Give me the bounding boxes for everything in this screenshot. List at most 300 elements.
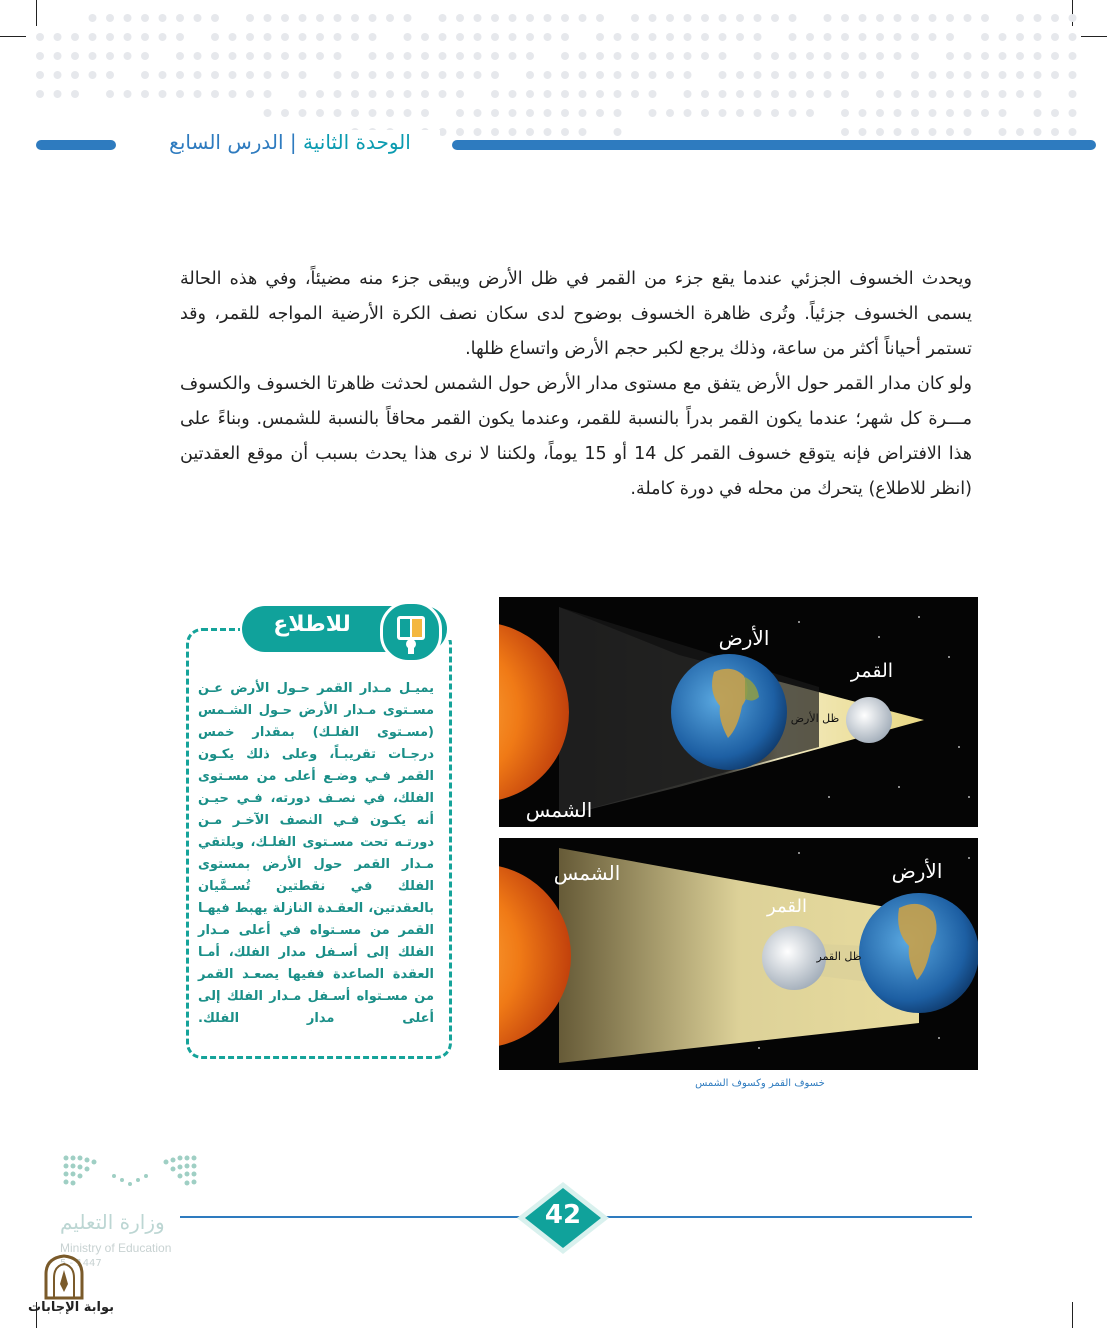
header-dot xyxy=(141,52,149,60)
header-dot xyxy=(894,33,902,41)
header-dot xyxy=(666,52,674,60)
header-dot xyxy=(351,109,359,117)
header-dot xyxy=(386,52,394,60)
header-dot xyxy=(946,90,954,98)
header-dot xyxy=(491,14,499,22)
header-dot xyxy=(964,90,972,98)
header-dot xyxy=(281,33,289,41)
header-dot xyxy=(474,128,482,136)
header-dot xyxy=(386,14,394,22)
header-dot xyxy=(824,71,832,79)
header-dot xyxy=(106,71,114,79)
header-dot xyxy=(561,109,569,117)
header-dot xyxy=(159,71,167,79)
header-dot xyxy=(141,71,149,79)
header-dot xyxy=(946,52,954,60)
header-dot xyxy=(1034,109,1042,117)
header-dot xyxy=(806,52,814,60)
header-dot xyxy=(999,90,1007,98)
header-dot xyxy=(1034,71,1042,79)
header-dot xyxy=(474,14,482,22)
header-dot xyxy=(334,109,342,117)
header-dot xyxy=(299,90,307,98)
header-dot xyxy=(876,14,884,22)
header-dot xyxy=(946,14,954,22)
header-dot xyxy=(281,14,289,22)
header-dot xyxy=(579,52,587,60)
header-dot xyxy=(369,90,377,98)
header-dot xyxy=(211,33,219,41)
header-dot xyxy=(964,52,972,60)
lunar-eclipse-figure xyxy=(499,597,978,827)
header-dot xyxy=(1069,90,1077,98)
header-dot xyxy=(526,90,534,98)
header-dot xyxy=(1051,71,1059,79)
header-dot xyxy=(1016,14,1024,22)
header-dot xyxy=(316,109,324,117)
header-dot xyxy=(649,14,657,22)
header-dot xyxy=(789,14,797,22)
header-dot xyxy=(1051,14,1059,22)
header-dot xyxy=(404,90,412,98)
header-dot xyxy=(369,14,377,22)
header-dot xyxy=(911,52,919,60)
header-dot xyxy=(474,33,482,41)
header-dot xyxy=(1016,33,1024,41)
header-dot xyxy=(999,71,1007,79)
header-dot xyxy=(649,90,657,98)
paragraph-partial-eclipse xyxy=(180,262,972,367)
title-separator: | xyxy=(289,130,297,154)
header-dot xyxy=(824,33,832,41)
header-dot xyxy=(684,109,692,117)
header-dot xyxy=(596,90,604,98)
header-dot xyxy=(999,128,1007,136)
header-dot xyxy=(614,128,622,136)
header-dot xyxy=(211,90,219,98)
header-dot xyxy=(544,109,552,117)
header-dot xyxy=(771,52,779,60)
header-dot xyxy=(141,14,149,22)
header-dot xyxy=(1069,33,1077,41)
header-dot xyxy=(1069,71,1077,79)
header-dot xyxy=(649,33,657,41)
header-dot xyxy=(561,71,569,79)
label-moon: القمر xyxy=(850,660,894,682)
header-dot xyxy=(964,109,972,117)
header-dot xyxy=(509,109,517,117)
moon-shape xyxy=(846,697,892,743)
header-dot xyxy=(159,90,167,98)
paragraph-2-text: ولو كان مدار القمر حول الأرض يتفق مع مستوى مدار الأرض حول الشمس لحدثت ظاهرتا الخسوف والكسوف مـــرة كل شهر؛ عندما يكون القمر بدراً بالنسبة للقمر، وعندما يكون القمر محاقاً بالنسبة للشمس. وبناءً على هذا الافتراض فإنه يتوقع خسوف القمر كل 14 أو 15 يوماً، ولكننا لا نرى هذا يحدث بسبب أن موقع العقدتين (انظر للاطلاع) يتحرك من محله في دورة كاملة. xyxy=(180,374,972,499)
header-dot xyxy=(1069,109,1077,117)
info-box-title: للاطلاع xyxy=(273,612,351,637)
header-dot xyxy=(1016,71,1024,79)
header-dot xyxy=(894,14,902,22)
header-dot xyxy=(894,128,902,136)
header-dot xyxy=(194,90,202,98)
header-dot xyxy=(824,52,832,60)
header-dot xyxy=(631,90,639,98)
header-dot xyxy=(544,33,552,41)
header-dot xyxy=(404,33,412,41)
header-dot xyxy=(841,109,849,117)
header-dot xyxy=(719,71,727,79)
header-dot xyxy=(981,109,989,117)
header-dot xyxy=(579,109,587,117)
ministry-logo-dots xyxy=(62,1154,198,1198)
label-moon-shadow: ظل القمر xyxy=(816,950,862,963)
header-dot xyxy=(631,33,639,41)
header-dot xyxy=(421,52,429,60)
header-dot xyxy=(946,71,954,79)
header-dot xyxy=(701,109,709,117)
header-dot xyxy=(351,90,359,98)
header-dot xyxy=(614,109,622,117)
header-dot xyxy=(806,90,814,98)
header-dot xyxy=(946,128,954,136)
header-dot xyxy=(316,90,324,98)
header-dot xyxy=(281,52,289,60)
header-dot xyxy=(36,33,44,41)
header-dot xyxy=(351,71,359,79)
header-dot xyxy=(631,14,639,22)
lesson-label: الدرس السابع xyxy=(169,130,284,154)
header-dot xyxy=(526,128,534,136)
header-dot xyxy=(981,71,989,79)
header-dot xyxy=(614,71,622,79)
header-dot xyxy=(404,14,412,22)
header-dot xyxy=(1069,14,1077,22)
header-dot xyxy=(701,14,709,22)
header-dot xyxy=(789,52,797,60)
header-dot xyxy=(386,90,394,98)
header-dot xyxy=(929,71,937,79)
header-dot xyxy=(1034,52,1042,60)
header-dot xyxy=(911,14,919,22)
header-dot xyxy=(964,128,972,136)
header-dot xyxy=(579,14,587,22)
header-dot xyxy=(264,109,272,117)
header-dot xyxy=(736,71,744,79)
header-dot xyxy=(614,33,622,41)
header-dot xyxy=(894,109,902,117)
header-dot xyxy=(246,33,254,41)
header-dot xyxy=(194,52,202,60)
header-dot xyxy=(89,14,97,22)
header-dot xyxy=(544,128,552,136)
header-dot xyxy=(526,14,534,22)
header-dot xyxy=(859,33,867,41)
header-dot xyxy=(194,71,202,79)
header-dot xyxy=(54,52,62,60)
header-dot xyxy=(509,52,517,60)
header-dot xyxy=(666,14,674,22)
header-dot xyxy=(929,33,937,41)
header-dot xyxy=(106,52,114,60)
header-dot xyxy=(106,90,114,98)
header-dot xyxy=(456,90,464,98)
footer-line-right xyxy=(606,1216,972,1218)
header-dot xyxy=(369,33,377,41)
header-dot xyxy=(351,33,359,41)
header-dot xyxy=(456,71,464,79)
header-dot xyxy=(246,71,254,79)
header-dot xyxy=(36,71,44,79)
header-dot xyxy=(841,90,849,98)
crop-mark xyxy=(0,36,26,37)
unit-label: الوحدة الثانية xyxy=(303,130,411,154)
label-earth: الأرض xyxy=(718,626,770,650)
header-dot xyxy=(124,33,132,41)
header-dot xyxy=(159,33,167,41)
header-dot xyxy=(229,52,237,60)
header-dot xyxy=(456,52,464,60)
header-dot xyxy=(876,128,884,136)
header-dot xyxy=(474,52,482,60)
header-dot xyxy=(929,128,937,136)
header-dot xyxy=(299,71,307,79)
header-dot xyxy=(684,52,692,60)
header-dot xyxy=(106,33,114,41)
header-dot xyxy=(561,33,569,41)
header-dot xyxy=(771,90,779,98)
header-dot xyxy=(736,14,744,22)
header-dot xyxy=(841,52,849,60)
header-dot xyxy=(754,109,762,117)
paragraph-1-text: ويحدث الخسوف الجزئي عندما يقع جزء من القمر في ظل الأرض ويبقى جزء منه مضيئاً، وفي هذه الحالة يسمى الخسوف جزئياً. وتُرى ظاهرة الخسوف بوضوح لدى سكان نصف الكرة الأرضية المواجه للقمر، وقد تستمر أحياناً أكثر من ساعة، وذلك يرجع لكبر حجم الأرض واتساع ظلها. xyxy=(180,269,972,359)
header-dot xyxy=(824,90,832,98)
header-dot xyxy=(701,33,709,41)
header-dot xyxy=(1034,128,1042,136)
header-dot xyxy=(1016,52,1024,60)
lunar-eclipse-illustration xyxy=(499,597,978,827)
header-dot xyxy=(509,90,517,98)
unit-lesson-title xyxy=(140,130,440,154)
header-dot xyxy=(1034,33,1042,41)
header-dot xyxy=(229,90,237,98)
header-dot xyxy=(509,14,517,22)
header-dot xyxy=(876,90,884,98)
header-dot xyxy=(439,52,447,60)
header-dot xyxy=(771,14,779,22)
header-dot xyxy=(439,90,447,98)
header-dot xyxy=(456,128,464,136)
header-dot xyxy=(369,109,377,117)
header-dot xyxy=(719,90,727,98)
header-dot xyxy=(299,33,307,41)
header-dot xyxy=(911,90,919,98)
header-dot xyxy=(789,109,797,117)
header-dot xyxy=(596,52,604,60)
header-dot xyxy=(579,90,587,98)
header-dot xyxy=(806,33,814,41)
label-moon: القمر xyxy=(767,896,807,917)
header-dot xyxy=(911,109,919,117)
header-dot xyxy=(771,109,779,117)
header-dot xyxy=(614,52,622,60)
header-dot xyxy=(596,109,604,117)
header-dot xyxy=(176,33,184,41)
header-dot xyxy=(561,52,569,60)
header-dot xyxy=(36,90,44,98)
header-dot xyxy=(929,109,937,117)
header-dot xyxy=(806,109,814,117)
footer-line-left xyxy=(180,1216,520,1218)
header-dot xyxy=(631,52,639,60)
header-dot xyxy=(999,109,1007,117)
solar-eclipse-illustration xyxy=(499,838,978,1070)
header-dot xyxy=(894,52,902,60)
header-dot xyxy=(264,71,272,79)
header-dot xyxy=(491,90,499,98)
header-dot xyxy=(701,90,709,98)
header-dot xyxy=(54,33,62,41)
info-box-paragraph: يميـل مـدار القمر حـول الأرض عـن مسـتوى مـدار الأرض حـول الشـمس (مسـتوى الفلـك) بمقدار خمس درجـات تقريبـاً، وعلى ذلك يكـون القمر فـي وضـع أعلى من مسـتوى الفلك، في نصـف دورته، فـي حيـن أنه يكـون فـي النصف الآخـر مـن دورتـه تحت مسـتوى الفلـك، ويلتقي مـدار القمر حول الأرض بمستوى الفلك في نقطتين تُسـمَّيان بالعقدتين، العقـدة النازلة يهبط فيهـا القمر من مسـتواه في أعلى مـدار الفلك إلى أسـفل مدار الفلك، أمـا العقدة الصاعدة ففيها يصعـد القمر من مسـتواه أسـفل مـدار الفلك إلى أعلى مدار الفلك. xyxy=(198,681,434,1026)
header-dot xyxy=(544,90,552,98)
header-dot xyxy=(736,109,744,117)
header-dot xyxy=(334,52,342,60)
header-dot xyxy=(631,71,639,79)
header-dot xyxy=(666,71,674,79)
header-dot xyxy=(404,109,412,117)
header-dot xyxy=(894,90,902,98)
header-dot xyxy=(1069,128,1077,136)
header-dot xyxy=(789,90,797,98)
page-number: 42 xyxy=(544,1200,582,1230)
header-dot xyxy=(281,109,289,117)
header-dot xyxy=(439,14,447,22)
header-bar-left xyxy=(36,140,116,150)
header-dot xyxy=(1034,90,1042,98)
header-dot xyxy=(999,52,1007,60)
header-dot xyxy=(876,33,884,41)
info-box-text xyxy=(198,678,434,1030)
header-dot xyxy=(981,33,989,41)
header-dot xyxy=(369,71,377,79)
header-dot xyxy=(719,33,727,41)
header-dot xyxy=(614,90,622,98)
header-dot xyxy=(596,33,604,41)
label-sun: الشمس xyxy=(553,861,621,885)
header-dot xyxy=(491,109,499,117)
label-earth-shadow: ظل الأرض xyxy=(790,712,840,725)
header-dot xyxy=(666,33,674,41)
ministry-name-english: Ministry of Education xyxy=(60,1241,172,1255)
header-dot xyxy=(386,71,394,79)
header-dot xyxy=(596,71,604,79)
header-dot xyxy=(71,52,79,60)
header-dot xyxy=(859,52,867,60)
header-dot xyxy=(491,71,499,79)
header-dot xyxy=(841,128,849,136)
header-dot xyxy=(719,52,727,60)
header-dot xyxy=(176,52,184,60)
header-dot xyxy=(36,52,44,60)
header-dot xyxy=(649,52,657,60)
header-dot xyxy=(701,52,709,60)
header-dot xyxy=(964,14,972,22)
header-dot xyxy=(194,14,202,22)
header-dot xyxy=(876,71,884,79)
header-dot xyxy=(246,52,254,60)
header-dot xyxy=(946,109,954,117)
header-dot xyxy=(89,52,97,60)
header-dot xyxy=(299,109,307,117)
header-dot xyxy=(421,71,429,79)
header-dot xyxy=(754,52,762,60)
header-dot xyxy=(106,14,114,22)
header-dot xyxy=(71,71,79,79)
header-dot xyxy=(596,14,604,22)
header-dot xyxy=(89,71,97,79)
header-dot xyxy=(334,33,342,41)
header-dot xyxy=(579,128,587,136)
header-dot xyxy=(421,109,429,117)
header-dot xyxy=(859,128,867,136)
site-logo-icon xyxy=(42,1254,86,1300)
header-dot xyxy=(684,33,692,41)
header-dot xyxy=(684,90,692,98)
header-dot xyxy=(229,33,237,41)
header-dot xyxy=(211,71,219,79)
header-dot xyxy=(964,71,972,79)
header-dot xyxy=(509,33,517,41)
header-dot xyxy=(859,109,867,117)
header-dot xyxy=(859,71,867,79)
header-dot xyxy=(876,52,884,60)
header-dot xyxy=(1051,128,1059,136)
header-dot xyxy=(264,14,272,22)
header-dot xyxy=(264,52,272,60)
header-dot xyxy=(824,14,832,22)
ministry-name-arabic: وزارة التعليم xyxy=(60,1210,165,1234)
header-dot xyxy=(1051,109,1059,117)
header-dot xyxy=(544,14,552,22)
header-dot xyxy=(316,14,324,22)
header-dot xyxy=(351,14,359,22)
header-dot xyxy=(71,90,79,98)
header-dot xyxy=(456,109,464,117)
header-dot xyxy=(1034,14,1042,22)
header-dot xyxy=(1051,33,1059,41)
header-dot xyxy=(456,14,464,22)
header-dot xyxy=(71,33,79,41)
header-dot xyxy=(754,14,762,22)
header-dot xyxy=(316,33,324,41)
header-dot xyxy=(684,71,692,79)
header-dot xyxy=(141,90,149,98)
header-dot xyxy=(911,128,919,136)
header-dot xyxy=(561,90,569,98)
header-dot xyxy=(561,14,569,22)
header-dot xyxy=(841,71,849,79)
header-dot xyxy=(1016,90,1024,98)
header-dot xyxy=(981,14,989,22)
header-dot xyxy=(911,33,919,41)
header-dot xyxy=(1051,52,1059,60)
header-dot xyxy=(404,71,412,79)
header-dot xyxy=(89,33,97,41)
header-dot xyxy=(439,71,447,79)
header-dot xyxy=(754,90,762,98)
crop-mark xyxy=(1072,1302,1073,1328)
header-dot xyxy=(229,71,237,79)
header-dot xyxy=(299,14,307,22)
header-dot xyxy=(929,90,937,98)
header-dot xyxy=(491,33,499,41)
header-dot xyxy=(439,33,447,41)
